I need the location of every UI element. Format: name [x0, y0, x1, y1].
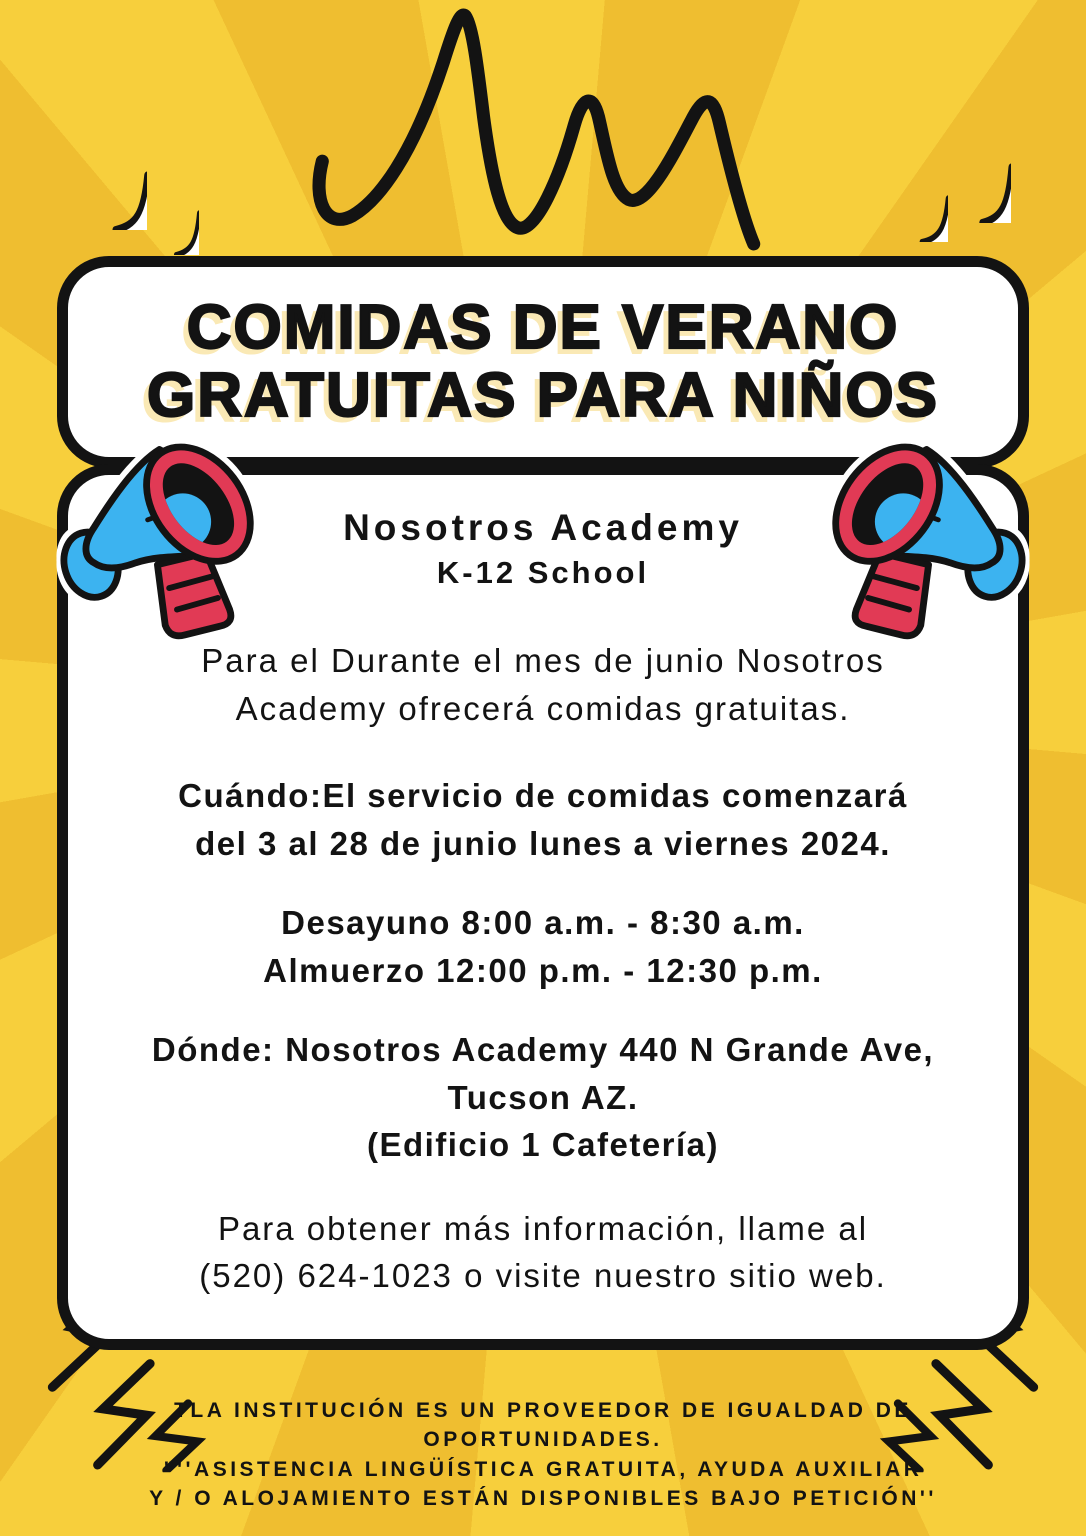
- when-line-1: Cuándo:El servicio de comidas comenzará: [178, 777, 908, 815]
- when-paragraph: [68, 772, 1018, 867]
- disclaimer-line-1: TLA INSTITUCIÓN ES UN PROVEEDOR DE IGUALDAD DE: [174, 1399, 912, 1422]
- sparkle-star-icon: [944, 103, 1011, 223]
- meal-times-paragraph: [68, 899, 1018, 994]
- where-paragraph: [68, 1026, 1018, 1169]
- where-line-2: Tucson AZ.: [447, 1078, 639, 1116]
- contact-line-1: Para obtener más información, llame al: [217, 1209, 869, 1247]
- intro-line-2: Academy ofrecerá comidas gratuitas.: [235, 689, 851, 727]
- contact-line-2: (520) 624-1023 o visite nuestro sitio web.: [199, 1257, 887, 1295]
- flyer-title-line-1: COMIDAS DE VERANO: [186, 292, 900, 362]
- lunch-time: Almuerzo 12:00 p.m. - 12:30 p.m.: [263, 951, 823, 989]
- flyer-title-line-2: GRATUITAS PARA NIÑOS: [146, 361, 940, 430]
- intro-paragraph: [68, 637, 1018, 732]
- where-line-1: Dónde: Nosotros Academy 440 N Grande Ave,: [151, 1031, 935, 1069]
- sparkle-star-icon: [888, 148, 948, 242]
- crown-doodle-icon: [308, 4, 768, 256]
- when-line-2: del 3 al 28 de junio lunes a viernes 2024.: [195, 824, 891, 862]
- equal-opportunity-disclaimer: [33, 1396, 1053, 1514]
- school-type: K-12 School: [436, 555, 650, 590]
- disclaimer-line-2: OPORTUNIDADES.: [423, 1428, 663, 1452]
- contact-paragraph: [68, 1205, 1018, 1300]
- megaphone-right-icon: [829, 418, 1034, 645]
- disclaimer-line-3: "''ASISTENCIA LINGÜÍSTICA GRATUITA, AYUDA AUXILIAR: [163, 1457, 923, 1481]
- megaphone-left-icon: [52, 418, 257, 645]
- school-name: Nosotros Academy: [343, 507, 743, 548]
- sparkle-star-icon: [146, 165, 199, 255]
- intro-line-1: Para el Durante el mes de junio Nosotros: [201, 642, 885, 679]
- breakfast-time: Desayuno 8:00 a.m. - 8:30 a.m.: [281, 904, 805, 942]
- disclaimer-line-4: Y / O ALOJAMIENTO ESTÁN DISPONIBLES BAJO PETICIÓN'': [149, 1487, 937, 1511]
- sparkle-star-icon: [74, 112, 147, 230]
- where-line-3: (Edificio 1 Cafetería): [366, 1126, 720, 1164]
